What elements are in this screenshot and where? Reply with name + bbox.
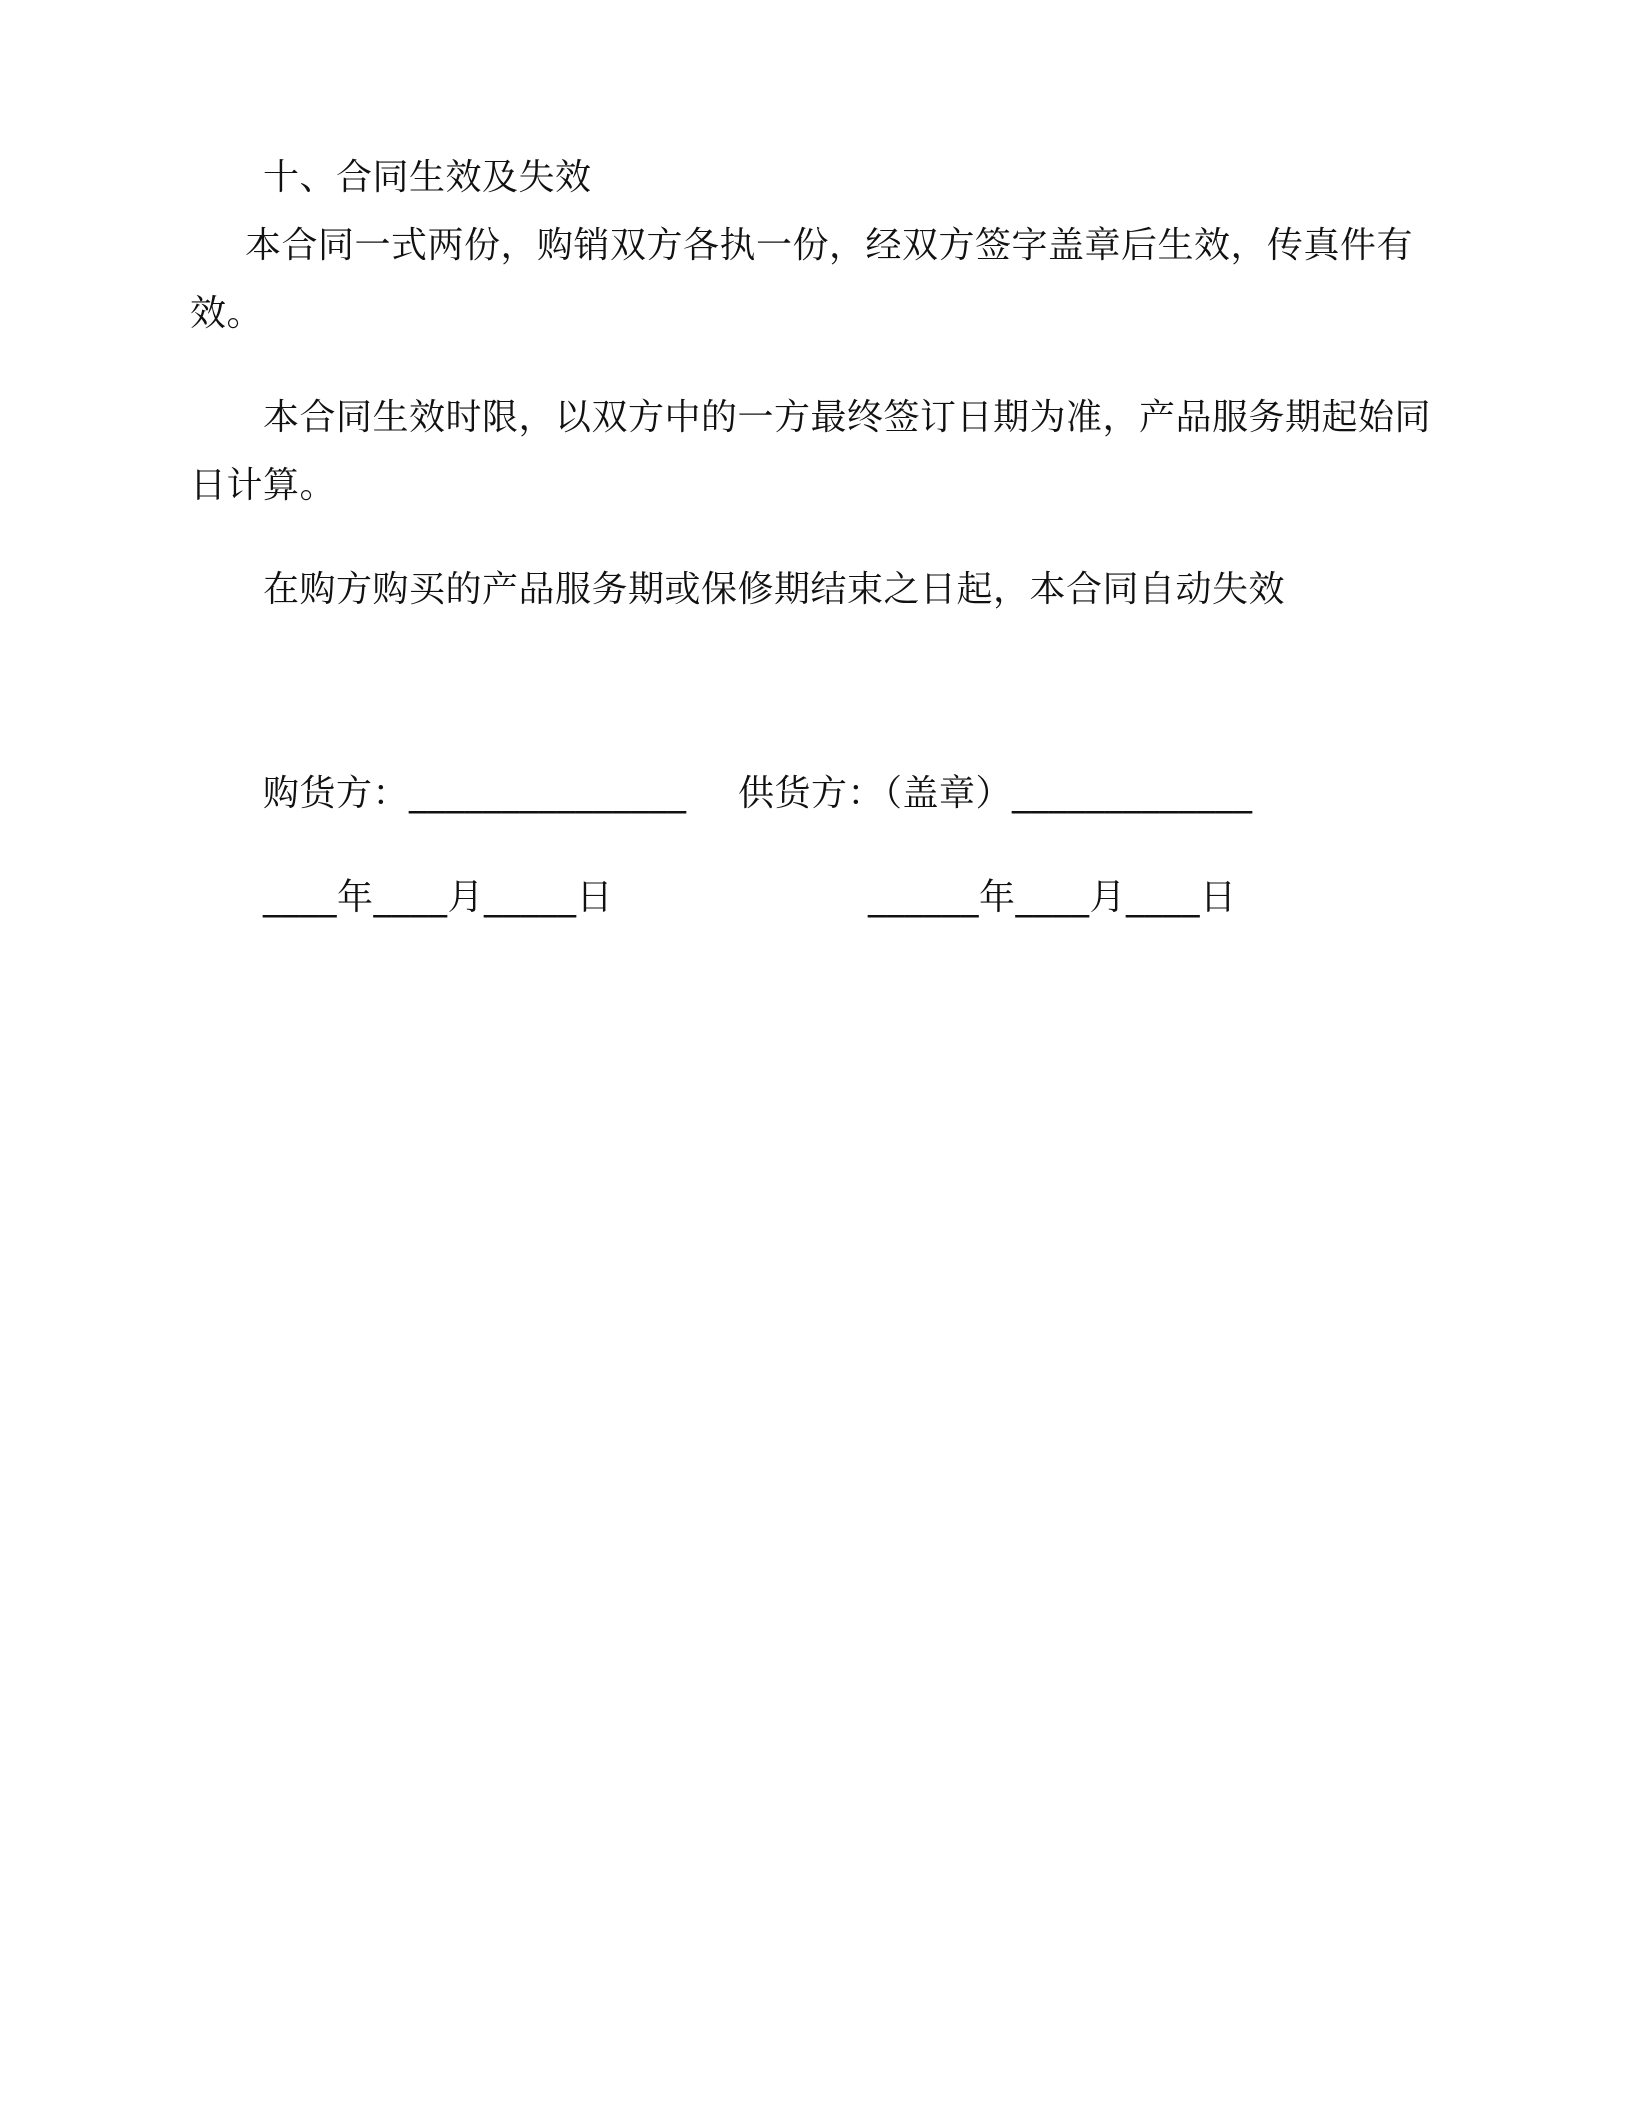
section-heading: 十、合同生效及失效 (263, 157, 592, 198)
signature-row (263, 772, 1253, 816)
supplier-date-field: ______年____月____日 (868, 877, 1237, 918)
paragraph-copies-line-2: 效。 (190, 293, 264, 334)
buyer-date-field: ____年____月_____日 (263, 877, 614, 918)
paragraph-copies-line-1: 本合同一式两份，购销双方各执一份，经双方签字盖章后生效，传真件有 (245, 225, 1414, 266)
paragraph-effective-line-1: 本合同生效时限，以双方中的一方最终签订日期为准，产品服务期起始同 (263, 397, 1432, 438)
supplier-signature-field: 供货方：（盖章）_____________ (738, 773, 1253, 814)
paragraph-expiry: 在购方购买的产品服务期或保修期结束之日起，本合同自动失效 (263, 569, 1286, 610)
buyer-signature-field: 购货方：_______________ (263, 773, 687, 814)
date-row (263, 876, 1237, 920)
paragraph-effective-line-2: 日计算。 (190, 465, 337, 506)
